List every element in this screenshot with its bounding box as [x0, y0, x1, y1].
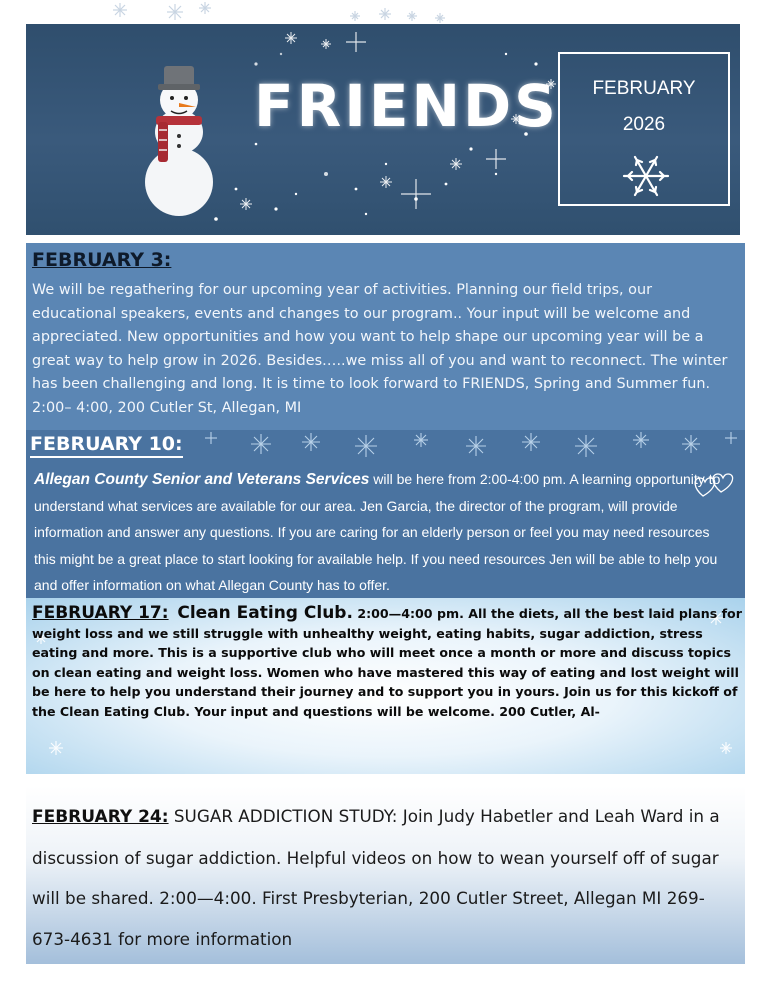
section-heading: FEBRUARY 17:: [32, 603, 169, 623]
section-body: We will be regathering for our upcoming year of activities. Planning our field trips, our educational speakers, events and changes to our program.. Your input will be welcome and appreciated. New opportunities and how you want to help shape our upcoming year will be a great way to help grow in 2026. Besides…..we miss all of you and want to reconnect. The winter has been challenging and long. It is time to look forward to FRIENDS, Spring and Summer fun. 2:00– 4:00, 200 Cutler St, Allegan, MI: [32, 282, 728, 416]
issue-year: 2026: [622, 114, 666, 135]
section-subheading: Clean Eating Club.: [177, 603, 353, 623]
section-feb-3: [26, 243, 745, 430]
section-body: [32, 796, 742, 959]
section-feb-24: [26, 786, 745, 964]
organization-name: Allegan County Senior and Veterans Services: [34, 471, 370, 488]
issue-date-box: [558, 52, 730, 206]
section-body: [34, 466, 734, 598]
snowflake-border-decoration: [191, 430, 745, 464]
section-body: [32, 604, 744, 722]
section-feb-17: [26, 598, 745, 774]
section-body-text: SUGAR ADDICTION STUDY: Join Judy Habetler and Leah Ward in a discussion of sugar addiction. Helpful videos on how to wean yourself off of sugar will be shared. 2:00—4:00. First Presbyterian, 200 Cutler Street, Allegan MI 269-673-4631 for more information: [32, 806, 720, 949]
section-heading: FEBRUARY 24:: [32, 807, 169, 827]
snowflake-icon: [620, 150, 672, 202]
issue-month: FEBRUARY: [592, 78, 696, 99]
section-heading: FEBRUARY 10:: [30, 432, 183, 458]
newsletter-banner: [26, 24, 740, 235]
top-snowflake-decoration: [0, 0, 773, 26]
section-heading: FEBRUARY 3:: [32, 249, 172, 271]
section-body-text: 2:00—4:00 pm. All the diets, all the best laid plans for weight loss and we still struggle with unhealthy weight, eating habits, sugar addiction, stress eating and more. This is a supportive club who will meet once a month or more and discuss topics on clean eating and weight loss. Women who have mastered this way of eating and lost weight will be here to help you understand their journey and to support you in yours. Join us for this kickoff of the Clean Eating Club. Your input and questions will be welcome. 200 Cutler, Al-: [32, 606, 742, 719]
section-feb-10: [26, 430, 745, 598]
newsletter-title: FRIENDS: [254, 72, 559, 140]
snowman-icon: [134, 60, 224, 220]
section-body-text: will be here from 2:00-4:00 pm. A learning opportunity to understand what services are available for our area. Jen Garcia, the director of the program, will provide information and answer any questions. If you are caring for an elderly person or feel you may need resources this might be a great place to start looking for available help. If you need resources Jen will be able to help you and offer information on what Allegan County has to offer.: [34, 471, 721, 593]
